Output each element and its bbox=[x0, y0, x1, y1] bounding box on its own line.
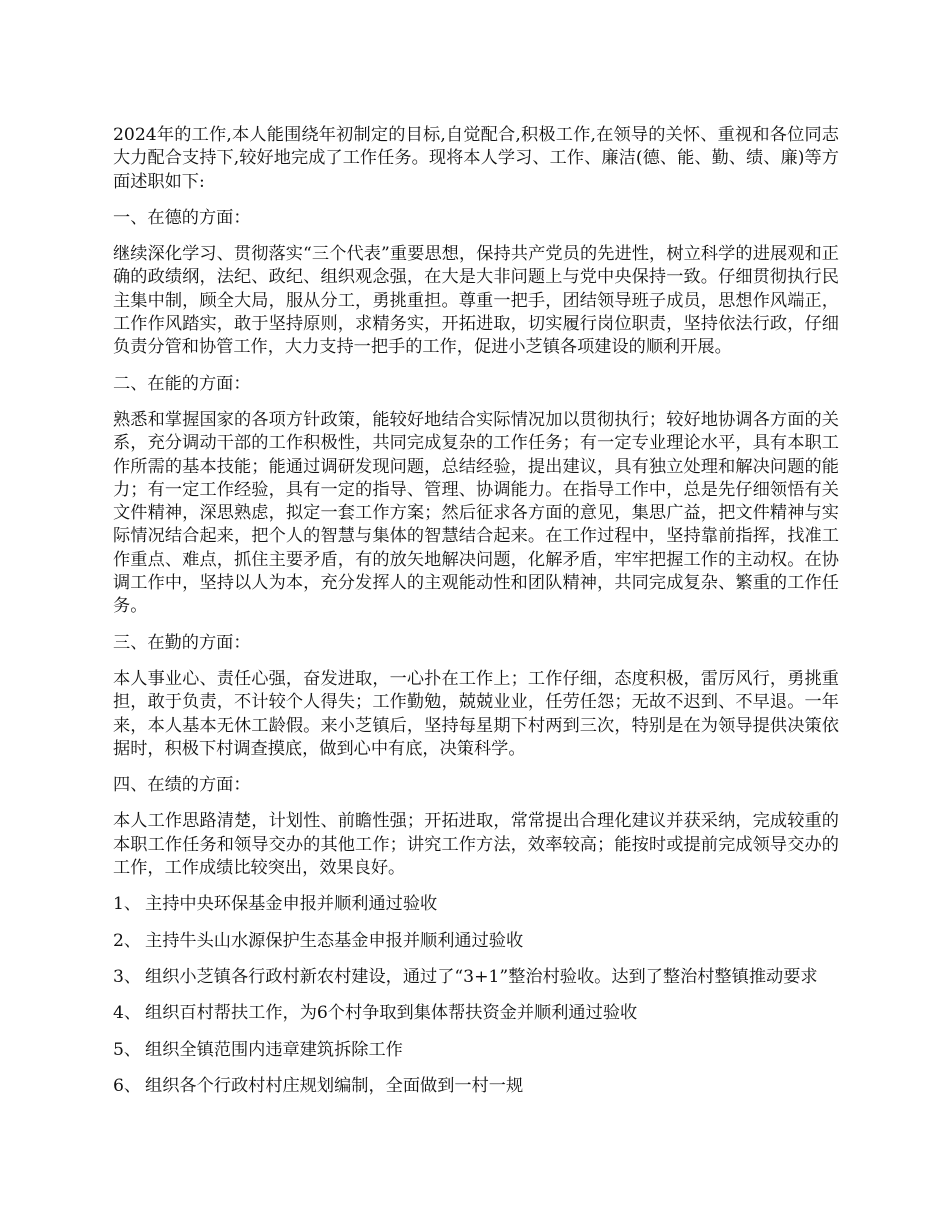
document-page bbox=[113, 124, 839, 1111]
list-item-text: 组织各个行政村村庄规划编制，全面做到一村一规 bbox=[145, 1075, 524, 1096]
list-item-number: 6、 bbox=[113, 1075, 142, 1096]
section-heading-de: 一、在德的方面： bbox=[113, 207, 251, 228]
section-heading-qin: 三、在勤的方面： bbox=[113, 632, 251, 653]
list-item-number: 1、 bbox=[113, 894, 142, 915]
list-item-number: 4、 bbox=[113, 1003, 142, 1024]
list-item-text: 组织小芝镇各行政村新农村建设，通过了“3+1”整治村验收。达到了整治村整镇推动要求 bbox=[145, 966, 818, 987]
section-body-de: 继续深化学习、贯彻落实“三个代表”重要思想，保持共产党员的先进性，树立科学的进展观和正确的政绩纲，法纪、政纪、组织观念强，在大是大非问题上与党中央保持一致。仔细贯彻执行民主集中制，顾全大局，服从分工，勇挑重担。尊重一把手，团结领导班子成员，思想作风端正，工作作风踏实，敢于坚持原则，求精务实，开拓进取，切实履行岗位职责，坚持依法行政，仔细负责分管和协管工作，大力支持一把手的工作，促进小芝镇各项建设的顺利开展。 bbox=[113, 244, 839, 358]
section-body-qin: 本人事业心、责任心强，奋发进取，一心扑在工作上；工作仔细，态度积极，雷厉风行，勇挑重担，敢于负责，不计较个人得失；工作勤勉，兢兢业业，任劳任怨；无故不迟到、不早退。一年来，本人基本无休工龄假。来小芝镇后，坚持每星期下村两到三次，特别是在为领导提供决策依据时，积极下村调查摸底，做到心中有底，决策科学。 bbox=[113, 668, 839, 759]
list-item bbox=[113, 1075, 839, 1098]
section-heading-ji: 四、在绩的方面： bbox=[113, 775, 251, 796]
list-item-text: 组织全镇范围内违章建筑拆除工作 bbox=[145, 1039, 403, 1060]
list-item bbox=[113, 966, 839, 989]
list-item bbox=[113, 930, 839, 953]
section-heading-neng: 二、在能的方面： bbox=[113, 373, 251, 394]
intro-paragraph: 2024年的工作,本人能围绕年初制定的目标,自觉配合,积极工作,在领导的关怀、重视和各位同志大力配合支持下,较好地完成了工作任务。现将本人学习、工作、廉洁(德、能、勤、绩、廉)等方面述职如下: bbox=[113, 125, 839, 192]
achievement-list bbox=[113, 893, 839, 1098]
list-item bbox=[113, 1039, 839, 1062]
list-item-number: 5、 bbox=[113, 1039, 142, 1060]
list-item-number: 3、 bbox=[113, 966, 142, 987]
list-item-number: 2、 bbox=[113, 930, 142, 951]
section-body-ji: 本人工作思路清楚，计划性、前瞻性强；开拓进取，常常提出合理化建议并获采纳，完成较重的本职工作任务和领导交办的其他工作；讲究工作方法，效率较高；能按时或提前完成领导交办的工作，工作成绩比较突出，效果良好。 bbox=[113, 811, 839, 879]
list-item-text: 主持牛头山水源保护生态基金申报并顺利通过验收 bbox=[145, 930, 524, 951]
section-body-neng: 熟悉和掌握国家的各项方针政策，能较好地结合实际情况加以贯彻执行；较好地协调各方面的关系，充分调动干部的工作积极性，共同完成复杂的工作任务；有一定专业理论水平，具有本职工作所需的基本技能；能通过调研发现问题，总结经验，提出建议，具有独立处理和解决问题的能力；有一定工作经验，具有一定的指导、管理、协调能力。在指导工作中，总是先仔细领悟有关文件精神，深思熟虑，拟定一套工作方案；然后征求各方面的意见，集思广益，把文件精神与实际情况结合起来，把个人的智慧与集体的智慧结合起来。在工作过程中，坚持靠前指挥，找准工作重点、难点，抓住主要矛盾，有的放矢地解决问题，化解矛盾，牢牢把握工作的主动权。在协调工作中，坚持以人为本，充分发挥人的主观能动性和团队精神，共同完成复杂、繁重的工作任务。 bbox=[113, 409, 839, 617]
list-item bbox=[113, 1002, 839, 1025]
list-item-text: 主持中央环保基金申报并顺利通过验收 bbox=[145, 894, 438, 915]
list-item-text: 组织百村帮扶工作，为6个村争取到集体帮扶资金并顺利通过验收 bbox=[145, 1003, 638, 1024]
list-item bbox=[113, 893, 839, 916]
